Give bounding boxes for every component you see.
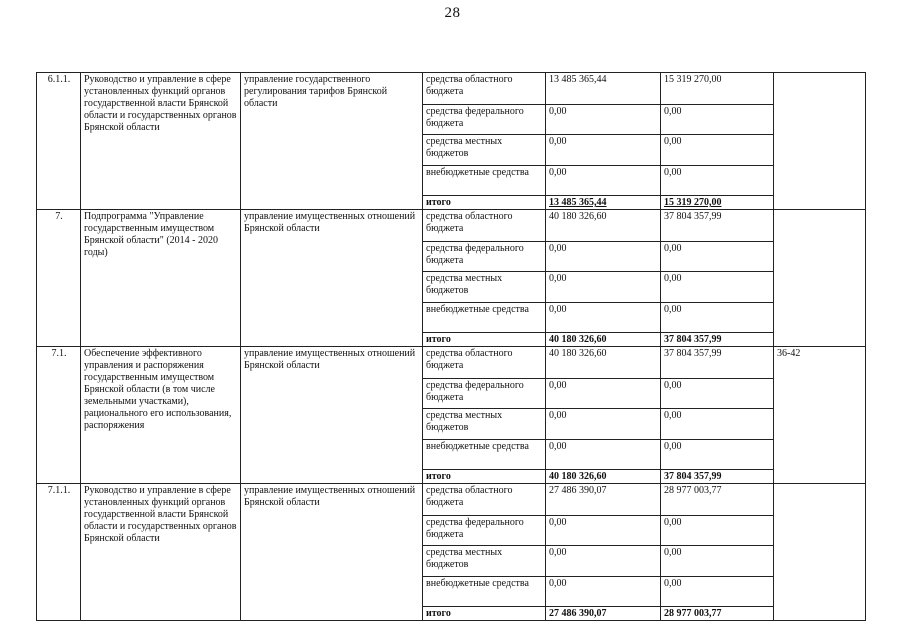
row-name: Руководство и управление в сфере установленных функций органов государственной власти Брянской области и государственных органов Брянской области: [81, 73, 241, 210]
table-row: [37, 347, 866, 379]
amount-year-1: 0,00: [546, 577, 661, 607]
amount-year-1: 40 180 326,60: [546, 333, 661, 347]
amount-year-2: 37 804 357,99: [661, 210, 774, 242]
amount-year-1: 0,00: [546, 105, 661, 135]
funding-source-label: средства местных бюджетов: [423, 409, 546, 440]
amount-year-2: 15 319 270,00: [661, 196, 774, 210]
amount-year-2: 28 977 003,77: [661, 484, 774, 516]
amount-year-1: 27 486 390,07: [546, 607, 661, 621]
amount-year-1: 0,00: [546, 379, 661, 409]
amount-year-2: 0,00: [661, 272, 774, 303]
funding-source-label: средства федерального бюджета: [423, 379, 546, 409]
funding-source-label: средства федерального бюджета: [423, 516, 546, 546]
funding-source-label: внебюджетные средства: [423, 440, 546, 470]
amount-year-2: 0,00: [661, 409, 774, 440]
amount-year-2: 37 804 357,99: [661, 333, 774, 347]
row-name: Руководство и управление в сфере установленных функций органов государственной власти Брянской области и государственных органов Брянской области: [81, 484, 241, 621]
funding-source-label: средства местных бюджетов: [423, 546, 546, 577]
amount-year-1: 0,00: [546, 409, 661, 440]
amount-year-1: 0,00: [546, 166, 661, 196]
row-responsible: управление государственного регулирования тарифов Брянской области: [241, 73, 423, 210]
table-row: [37, 210, 866, 242]
funding-source-label: средства областного бюджета: [423, 73, 546, 105]
funding-source-label: средства федерального бюджета: [423, 105, 546, 135]
amount-year-2: 0,00: [661, 516, 774, 546]
funding-source-label: средства федерального бюджета: [423, 242, 546, 272]
funding-source-label: средства местных бюджетов: [423, 272, 546, 303]
row-responsible: управление имущественных отношений Брянской области: [241, 484, 423, 621]
funding-source-label: внебюджетные средства: [423, 303, 546, 333]
amount-year-2: 0,00: [661, 105, 774, 135]
amount-year-1: 40 180 326,60: [546, 347, 661, 379]
amount-year-1: 13 485 365,44: [546, 73, 661, 105]
amount-year-1: 40 180 326,60: [546, 470, 661, 484]
total-label: итого: [423, 196, 546, 210]
row-code: 7.1.1.: [37, 484, 81, 621]
total-label: итого: [423, 333, 546, 347]
total-label: итого: [423, 607, 546, 621]
funding-source-label: средства областного бюджета: [423, 484, 546, 516]
amount-year-2: 0,00: [661, 135, 774, 166]
row-responsible: управление имущественных отношений Брянской области: [241, 347, 423, 484]
amount-year-1: 0,00: [546, 272, 661, 303]
amount-year-1: 40 180 326,60: [546, 210, 661, 242]
row-responsible: управление имущественных отношений Брянской области: [241, 210, 423, 347]
amount-year-1: 0,00: [546, 546, 661, 577]
total-label: итого: [423, 470, 546, 484]
amount-year-2: 0,00: [661, 303, 774, 333]
funding-source-label: средства областного бюджета: [423, 347, 546, 379]
table-row: [37, 73, 866, 105]
amount-year-2: 0,00: [661, 440, 774, 470]
page-number: 28: [444, 5, 461, 21]
amount-year-1: 0,00: [546, 440, 661, 470]
row-pages: [774, 484, 866, 621]
amount-year-1: 0,00: [546, 135, 661, 166]
row-code: 6.1.1.: [37, 73, 81, 210]
amount-year-1: 0,00: [546, 242, 661, 272]
funding-source-label: внебюджетные средства: [423, 166, 546, 196]
row-pages: 36-42: [774, 347, 866, 484]
budget-table: [36, 72, 866, 621]
amount-year-2: 28 977 003,77: [661, 607, 774, 621]
funding-source-label: внебюджетные средства: [423, 577, 546, 607]
amount-year-2: 0,00: [661, 546, 774, 577]
amount-year-1: 13 485 365,44: [546, 196, 661, 210]
row-code: 7.1.: [37, 347, 81, 484]
row-name: Подпрограмма "Управление государственным имуществом Брянской области" (2014 - 2020 годы): [81, 210, 241, 347]
table-row: [37, 484, 866, 516]
amount-year-2: 0,00: [661, 166, 774, 196]
row-pages: [774, 210, 866, 347]
row-pages: [774, 73, 866, 210]
row-name: Обеспечение эффективного управления и распоряжения государственным имуществом Брянской области (в том числе земельными участками), рационального его использования, распоряжения: [81, 347, 241, 484]
funding-source-label: средства местных бюджетов: [423, 135, 546, 166]
table-body: [37, 73, 866, 621]
amount-year-1: 0,00: [546, 303, 661, 333]
amount-year-2: 37 804 357,99: [661, 347, 774, 379]
amount-year-2: 15 319 270,00: [661, 73, 774, 105]
amount-year-2: 0,00: [661, 242, 774, 272]
row-code: 7.: [37, 210, 81, 347]
funding-source-label: средства областного бюджета: [423, 210, 546, 242]
amount-year-1: 0,00: [546, 516, 661, 546]
amount-year-2: 0,00: [661, 577, 774, 607]
amount-year-1: 27 486 390,07: [546, 484, 661, 516]
amount-year-2: 0,00: [661, 379, 774, 409]
amount-year-2: 37 804 357,99: [661, 470, 774, 484]
